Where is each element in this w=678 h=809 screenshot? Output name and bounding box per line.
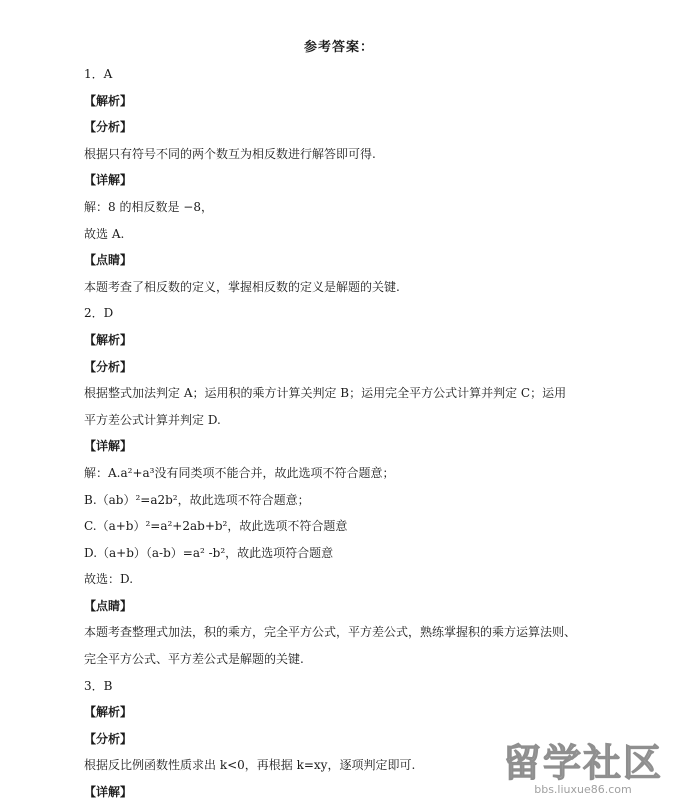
q2-dianjing-tag: 【点睛】 (84, 598, 133, 613)
q1-fenxi-tag: 【分析】 (84, 120, 133, 135)
q1-xiangjie-tag: 【详解】 (84, 173, 133, 188)
q2-answer: 2．D (84, 306, 114, 321)
q2-dianjing-text-2: 完全平方公式、平方差公式是解题的关键. (84, 652, 304, 667)
q2-jiexi-tag: 【解析】 (84, 332, 133, 347)
q3-xiangjie-tag: 【详解】 (84, 785, 133, 800)
q2-xiangjie-tag: 【详解】 (84, 439, 133, 454)
q3-jiexi-tag: 【解析】 (84, 705, 133, 720)
q2-option-d: D.（a+b）（a-b）=a² -b²，故此选项符合题意 (84, 545, 334, 560)
answer-body (84, 67, 658, 799)
q2-dianjing-text-1: 本题考查整理式加法，积的乘方，完全平方公式，平方差公式，熟练掌握积的乘方运算法则、 (84, 625, 577, 640)
q2-choice: 故选：D. (84, 572, 134, 587)
q1-answer: 1．A (84, 67, 113, 81)
q2-option-c: C.（a+b）²=a²+2ab+b²，故此选项不符合题意 (84, 519, 348, 534)
watermark-url: bbs.liuxue86.com (534, 783, 632, 796)
q3-fenxi-text: 根据反比例函数性质求出 k<0，再根据 k=xy，逐项判定即可. (84, 758, 416, 773)
q1-dianjing-text: 本题考查了相反数的定义，掌握相反数的定义是解题的关键. (84, 279, 400, 294)
watermark-logo-text: 留学社区 (502, 741, 663, 785)
q3-answer: 3．B (84, 678, 113, 693)
site-watermark (498, 743, 668, 799)
q1-jiexi-tag: 【解析】 (84, 93, 133, 108)
q3-fenxi-tag: 【分析】 (84, 731, 133, 746)
q1-dianjing-tag: 【点睛】 (84, 253, 133, 268)
q1-xiangjie-text: 解：8 的相反数是 −8， (84, 199, 213, 214)
q2-fenxi-tag: 【分析】 (84, 359, 133, 374)
q1-choice: 故选 A. (84, 226, 125, 241)
q1-fenxi-text: 根据只有符号不同的两个数互为相反数进行解答即可得. (84, 146, 376, 161)
q2-option-a: 解：A.a²+a³没有同类项不能合并，故此选项不符合题意； (84, 465, 395, 480)
page-title: 参考答案： (303, 40, 374, 55)
q2-fenxi-text-1: 根据整式加法判定 A；运用积的乘方计算关判定 B；运用完全平方公式计算并判定 C；运用 (84, 386, 567, 401)
q2-fenxi-text-2: 平方差公式计算并判定 D. (84, 412, 221, 427)
q2-option-b: B.（ab）²=a2b²，故此选项不符合题意； (84, 492, 310, 507)
